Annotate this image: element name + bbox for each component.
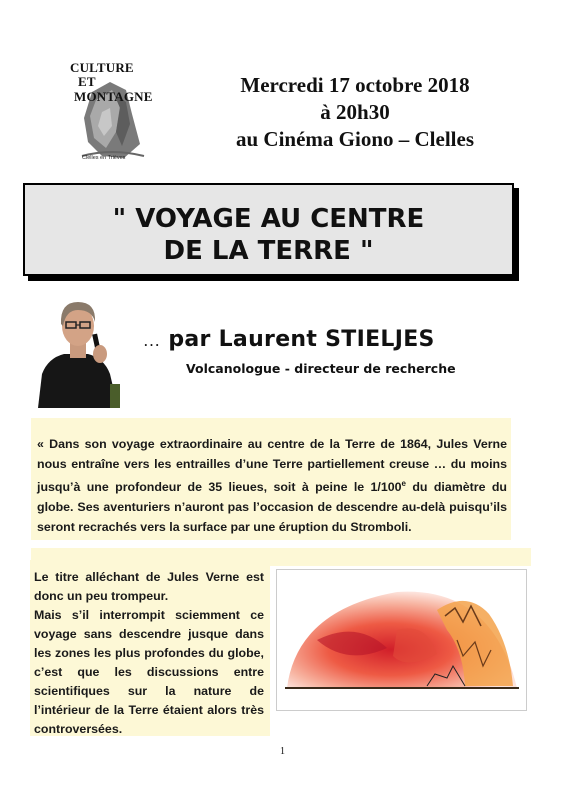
event-details xyxy=(180,72,530,153)
speaker-prefix: … xyxy=(143,331,161,350)
logo-text-montagne: MONTAGNE xyxy=(74,89,153,104)
intro-superscript: e xyxy=(401,479,406,488)
speaker-name xyxy=(143,327,435,352)
title-line-2: DE LA TERRE " xyxy=(163,236,374,266)
body-panel xyxy=(30,560,270,736)
intro-text-b: du diamètre du globe. Ses aventuriers n’auront pas l’occasion de descendre au-delà puisqu’ils seront recrachés vers la surface par une éruption du Stromboli. xyxy=(37,480,507,535)
speaker-name-text: par Laurent STIELJES xyxy=(168,327,435,352)
body-paragraph-1: Le titre alléchant de Jules Verne est donc un peu trompeur. xyxy=(34,570,264,603)
intro-text-a: « Dans son voyage extraordinaire au centre de la Terre de 1864, Jules Verne nous entraîne vers les entrailles d’une Terre partiellement creuse … du moins jusqu’à une profondeur de 35 lieues, soit à peine le 1/100 xyxy=(37,437,507,495)
earth-cross-section-illustration xyxy=(276,569,527,711)
title-line-1: " VOYAGE AU CENTRE xyxy=(112,204,425,234)
intro-paragraph xyxy=(37,434,507,537)
title-box xyxy=(23,183,514,276)
logo-subtitle: Clelles en Trièves xyxy=(82,155,126,161)
intro-panel xyxy=(31,418,511,540)
event-venue: au Cinéma Giono – Clelles xyxy=(235,127,474,151)
logo-text-et: ET xyxy=(78,74,96,89)
page-number: 1 xyxy=(280,746,285,757)
body-paragraph-2: Mais s’il interrompit sciemment ce voyage sans descendre jusque dans les zones les plus profondes du globe, c’est que les discussions entre scientifiques sur la nature de l’intérieur de la Terre étaient alors très controversées. xyxy=(34,608,264,736)
speaker-photo xyxy=(34,288,124,408)
event-date: Mercredi 17 octobre 2018 xyxy=(240,73,470,97)
event-time: à 20h30 xyxy=(320,100,390,124)
culture-montagne-logo xyxy=(62,52,162,170)
logo-text-culture: CULTURE xyxy=(70,60,134,75)
speaker-role: Volcanologue - directeur de recherche xyxy=(186,361,456,376)
